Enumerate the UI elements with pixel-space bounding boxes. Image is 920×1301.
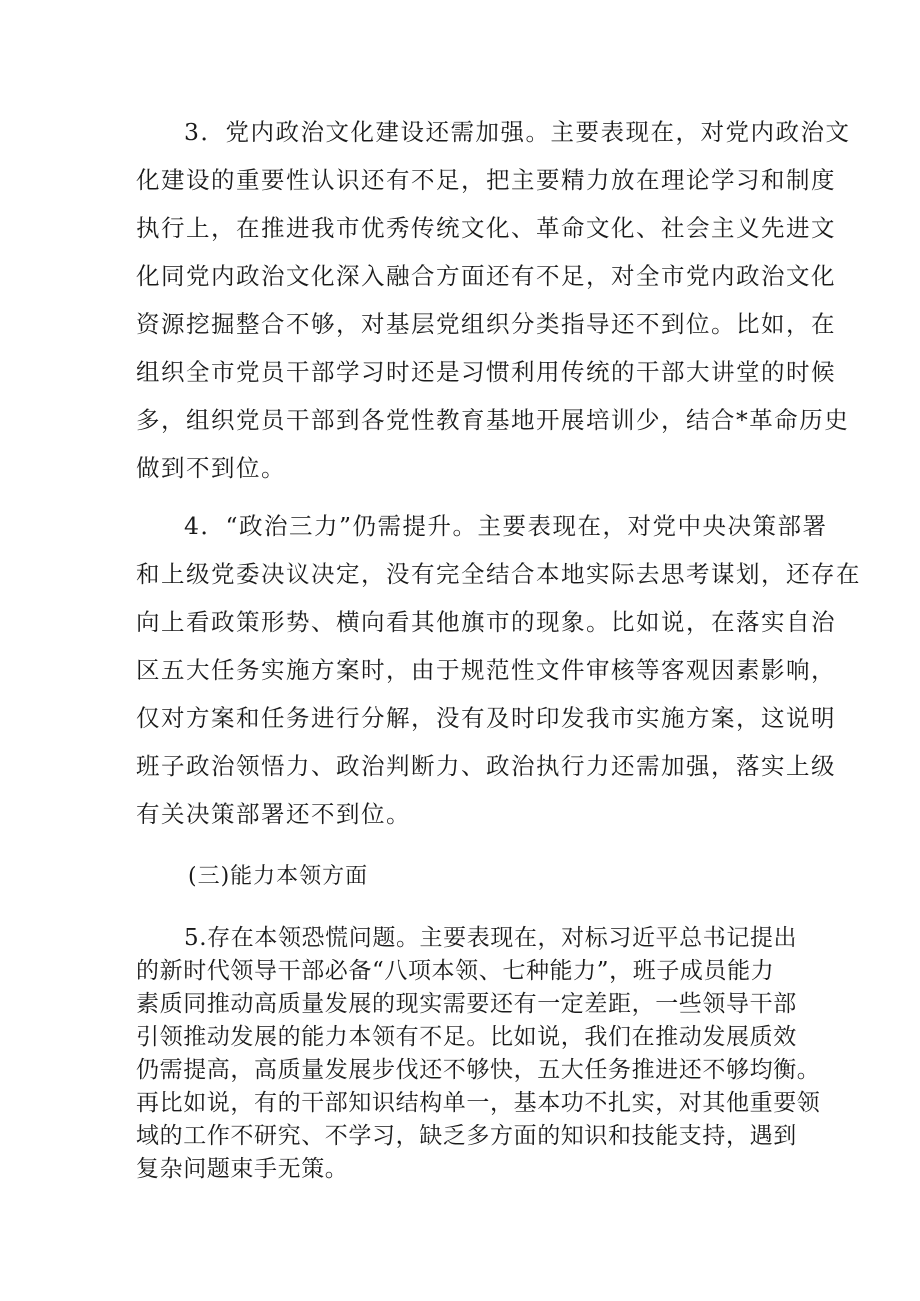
paragraph-line: 素质同推动高质量发展的现实需要还有一定差距，一些领导干部	[136, 991, 797, 1017]
paragraph-line: 组织全市党员干部学习时还是习惯利用传统的干部大讲堂的时候	[136, 358, 836, 386]
paragraph-3	[136, 108, 851, 492]
paragraph-line: 和上级党委决议决定，没有完全结合本地实际去思考谋划，还存在	[136, 560, 861, 588]
paragraph-line: 4．“政治三力”仍需提升。主要表现在，对党中央决策部署	[184, 512, 828, 540]
paragraph-line: 仅对方案和任务进行分解，没有及时印发我市实施方案，这说明	[136, 704, 836, 732]
paragraph-line: 仍需提高，高质量发展步伐还不够快，五大任务推进还不够均衡。	[136, 1057, 821, 1083]
paragraph-line: 区五大任务实施方案时，由于规范性文件审核等客观因素影响，	[136, 656, 836, 684]
paragraph-line: 再比如说，有的干部知识结构单一，基本功不扎实，对其他重要领	[136, 1090, 821, 1116]
section-heading	[188, 855, 843, 899]
paragraph-line: 做到不到位。	[136, 454, 286, 482]
paragraph-line: 引领推动发展的能力本领有不足。比如说，我们在推动发展质效	[136, 1024, 797, 1050]
paragraph-line: 班子政治领悟力、政治判断力、政治执行力还需加强，落实上级	[136, 752, 836, 780]
paragraph-line: 向上看政策形势、横向看其他旗市的现象。比如说，在落实自治	[136, 608, 836, 636]
paragraph-line: 的新时代领导干部必备“八项本领、七种能力”，班子成员能力	[136, 958, 775, 984]
paragraph-line: 资源挖掘整合不够，对基层党组织分类指导还不到位。比如，在	[136, 310, 836, 338]
paragraph-line: 化建设的重要性认识还有不足，把主要精力放在理论学习和制度	[136, 166, 836, 194]
paragraph-line: 5.存在本领恐慌问题。主要表现在，对标习近平总书记提出	[184, 925, 798, 951]
paragraph-4	[136, 502, 861, 838]
paragraph-line: 域的工作不研究、不学习，缺乏多方面的知识和技能支持，遇到	[136, 1123, 797, 1149]
paragraph-line: 化同党内政治文化深入融合方面还有不足，对全市党内政治文化	[136, 262, 836, 290]
paragraph-line: 3．党内政治文化建设还需加强。主要表现在，对党内政治文	[184, 118, 851, 146]
paragraph-5	[136, 922, 821, 1186]
paragraph-line: 多，组织党员干部到各党性教育基地开展培训少，结合*革命历史	[136, 406, 850, 434]
paragraph-line: 复杂问题束手无策。	[136, 1156, 349, 1182]
section-heading-text: (三)能力本领方面	[188, 864, 369, 889]
paragraph-line: 有关决策部署还不到位。	[136, 800, 411, 828]
paragraph-line: 执行上，在推进我市优秀传统文化、革命文化、社会主义先进文	[136, 214, 836, 242]
